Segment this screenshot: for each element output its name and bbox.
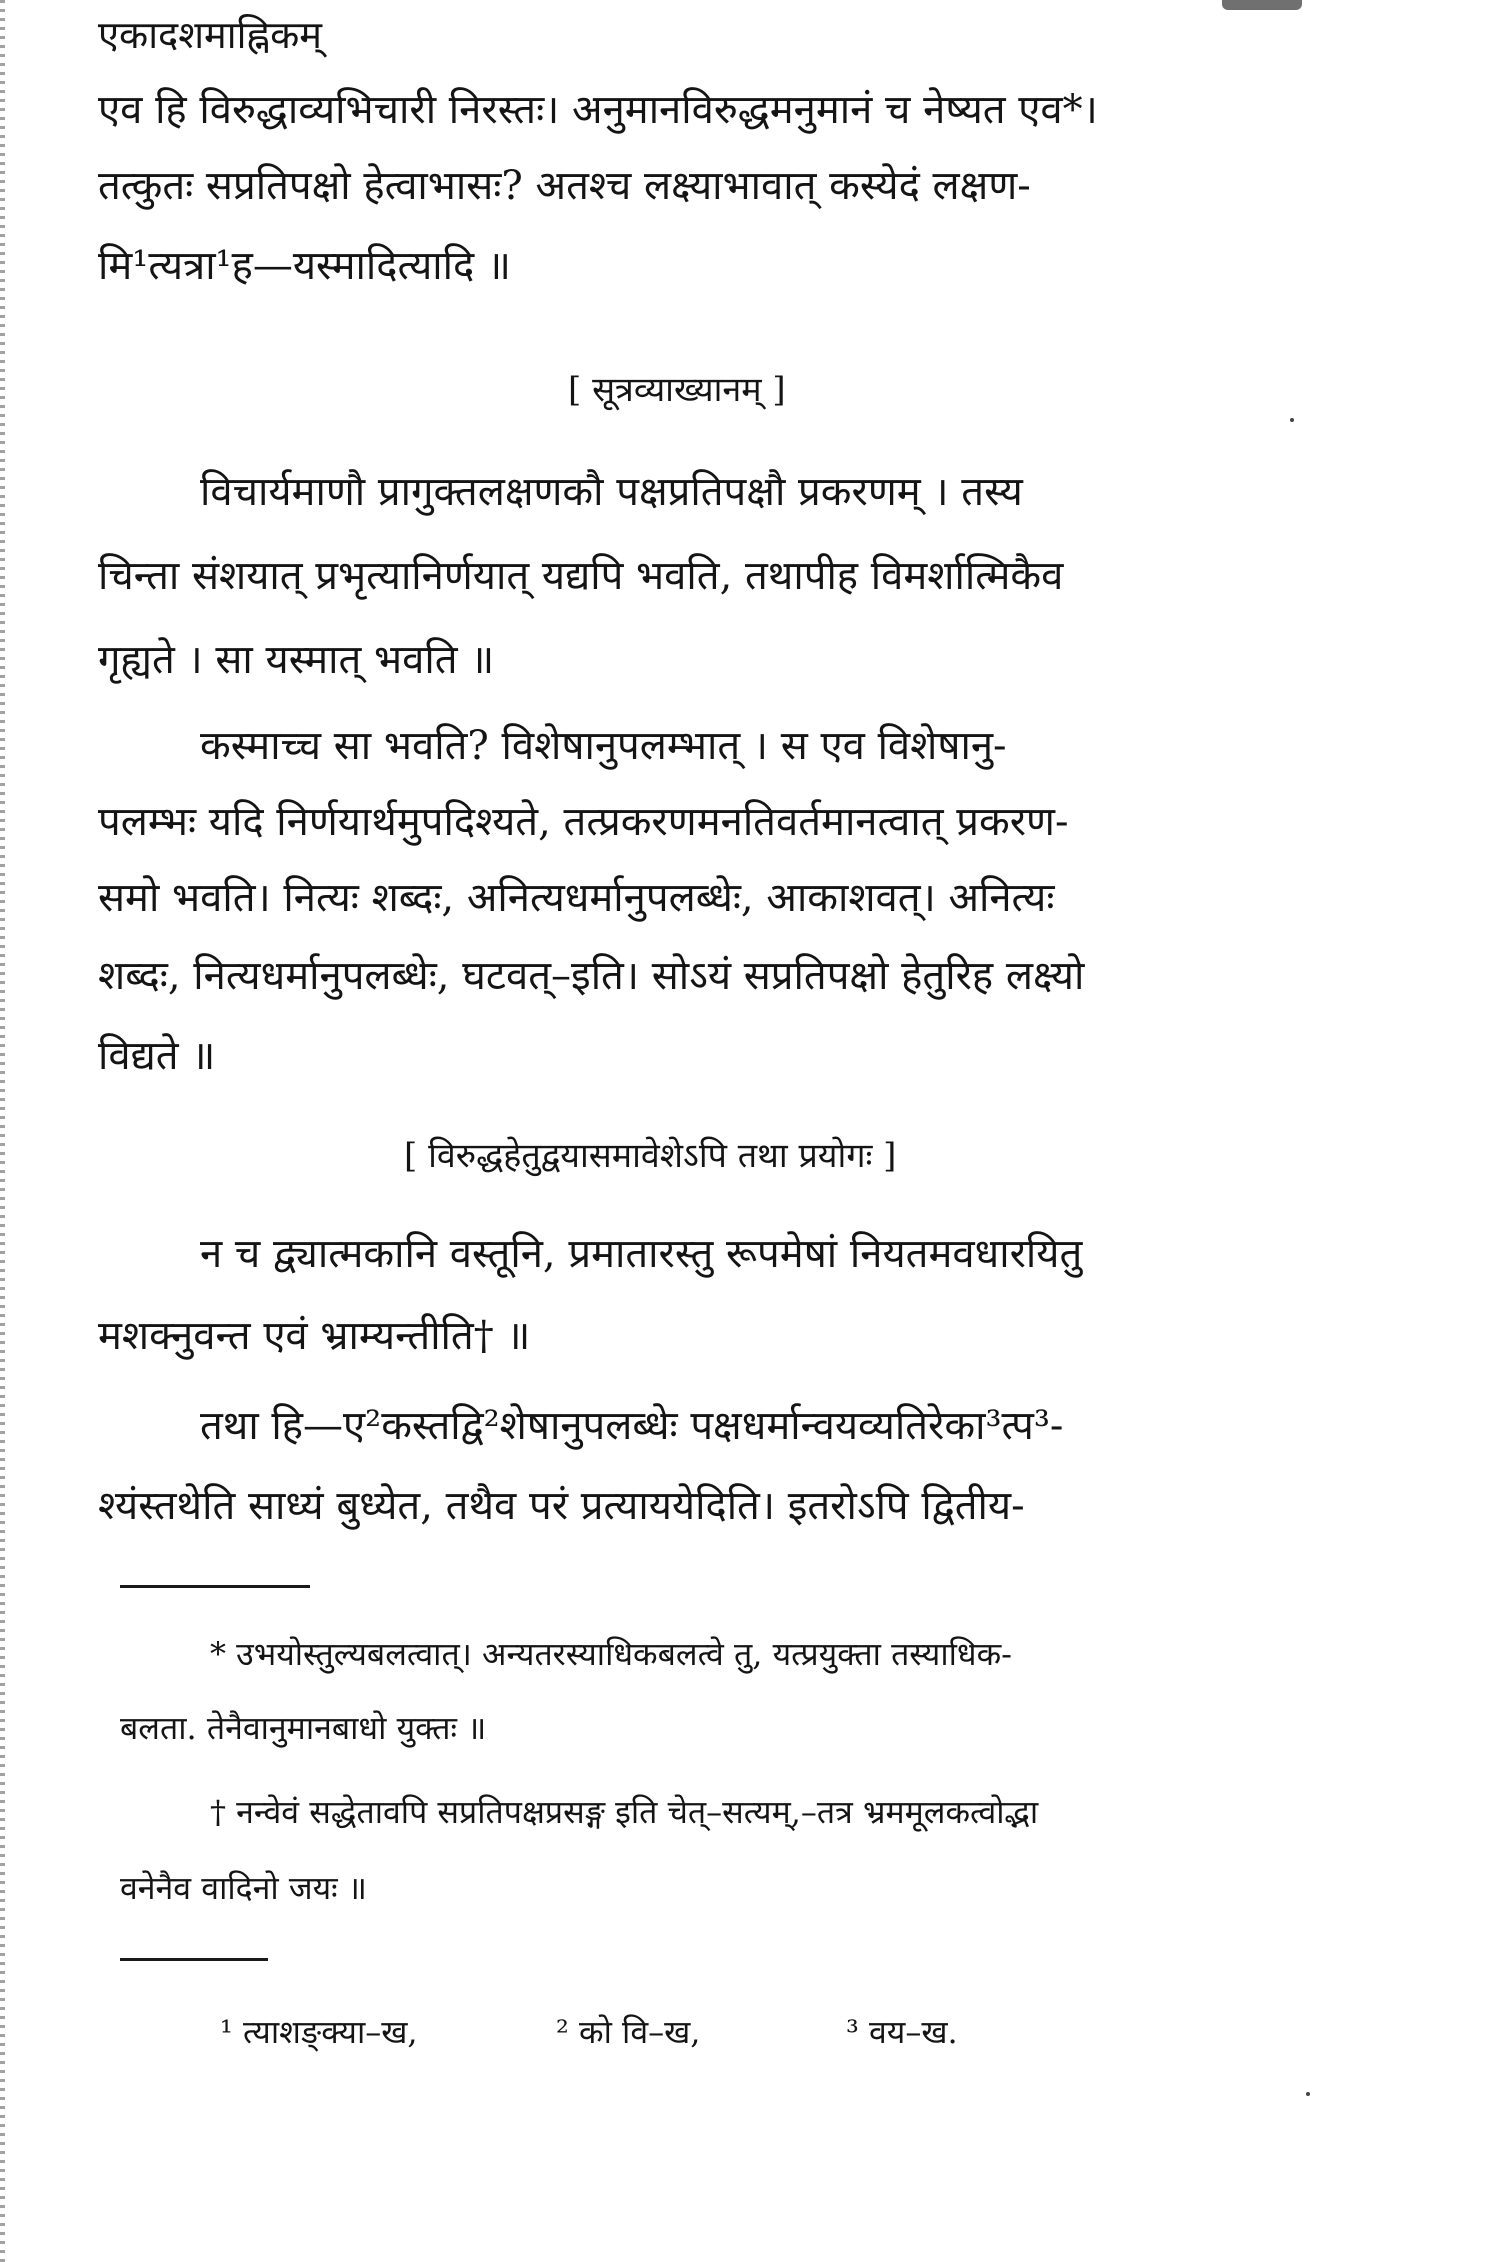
- variant-reading-2: ² को वि–ख,: [556, 2013, 701, 2051]
- intro-line-2: तत्कुतः सप्रतिपक्षो हेत्वाभासः? अतश्च लक्ष्याभावात् कस्येदं लक्षण-: [98, 163, 1031, 209]
- para-1-line-2: चिन्ता संशयात् प्रभृत्यानिर्णयात् यद्यपि भवति, तथापीह विमर्शात्मिकैव: [98, 553, 1064, 599]
- para-1-line-3: गृह्यते । सा यस्मात् भवति ॥: [98, 637, 495, 683]
- para-2-line-3: समो भवति। नित्यः शब्दः, अनित्यधर्मानुपलब्धेः, आकाशवत्। अनित्यः: [98, 875, 1055, 921]
- running-head: एकादशमाह्निकम्: [98, 13, 323, 57]
- variant-rule: [120, 1958, 268, 1961]
- speck: [1306, 2092, 1310, 2096]
- page-number-fragment: [1222, 0, 1302, 10]
- section-heading-sutra: [ सूत्रव्याख्यानम् ]: [568, 370, 786, 410]
- intro-line-1: एव हि विरुद्धाव्यभिचारी निरस्तः। अनुमानविरुद्धमनुमानं च नेष्यत एव*।: [98, 87, 1098, 133]
- footnote-rule: [120, 1585, 310, 1588]
- footnote-star-line-1: * उभयोस्तुल्यबलत्वात्। अन्यतरस्याधिकबलत्वे तु, यत्प्रयुक्ता तस्याधिक-: [210, 1635, 1012, 1673]
- para-2-line-4: शब्दः, नित्यधर्मानुपलब्धेः, घटवत्–इति। सोऽयं सप्रतिपक्षो हेतुरिह लक्ष्यो: [98, 953, 1085, 999]
- variant-reading-1: ¹ त्याशङ्क्या–ख,: [220, 2013, 418, 2051]
- para-2-line-2: पलम्भः यदि निर्णयार्थमुपदिश्यते, तत्प्रकरणमनतिवर्तमानत्वात् प्रकरण-: [98, 799, 1069, 845]
- section-heading-viruddha: [ विरुद्धहेतुद्वयासमावेशेऽपि तथा प्रयोगः ]: [404, 1136, 897, 1176]
- para-4-line-2: श्यंस्तथेति साध्यं बुध्येत, तथैव परं प्रत्याययेदिति। इतरोऽपि द्वितीय-: [98, 1483, 1025, 1529]
- para-3-line-2: मशक्नुवन्त एवं भ्राम्यन्तीति† ॥: [98, 1313, 531, 1359]
- variant-reading-3: ³ वय–ख.: [846, 2013, 958, 2051]
- footnote-dagger-line-1: † नन्वेवं सद्धेतावपि सप्रतिपक्षप्रसङ्ग इति चेत्–सत्यम्,–तत्र भ्रममूलकत्वोद्भा: [210, 1793, 1039, 1831]
- para-2-line-5: विद्यते ॥: [98, 1033, 216, 1079]
- para-4-line-1: तथा हि—ए²कस्तद्वि²शेषानुपलब्धेः पक्षधर्मान्वयव्यतिरेका³त्प³-: [200, 1403, 1064, 1449]
- para-3-line-1: न च द्व्यात्मकानि वस्तूनि, प्रमातारस्तु रूपमेषां नियतमवधारयितु: [200, 1231, 1083, 1277]
- speck: [1290, 418, 1294, 422]
- footnote-dagger-line-2: वनेनैव वादिनो जयः ॥: [120, 1869, 367, 1907]
- scan-edge: [0, 0, 5, 2262]
- footnote-star-line-2: बलता. तेनैवानुमानबाधो युक्तः ॥: [120, 1709, 487, 1747]
- para-2-line-1: कस्माच्च सा भवति? विशेषानुपलम्भात् । स एव विशेषानु-: [200, 723, 1007, 769]
- para-1-line-1: विचार्यमाणौ प्रागुक्तलक्षणकौ पक्षप्रतिपक्षौ प्रकरणम् । तस्य: [200, 469, 1023, 515]
- intro-line-3: मि¹त्यत्रा¹ह—यस्मादित्यादि ॥: [98, 243, 511, 289]
